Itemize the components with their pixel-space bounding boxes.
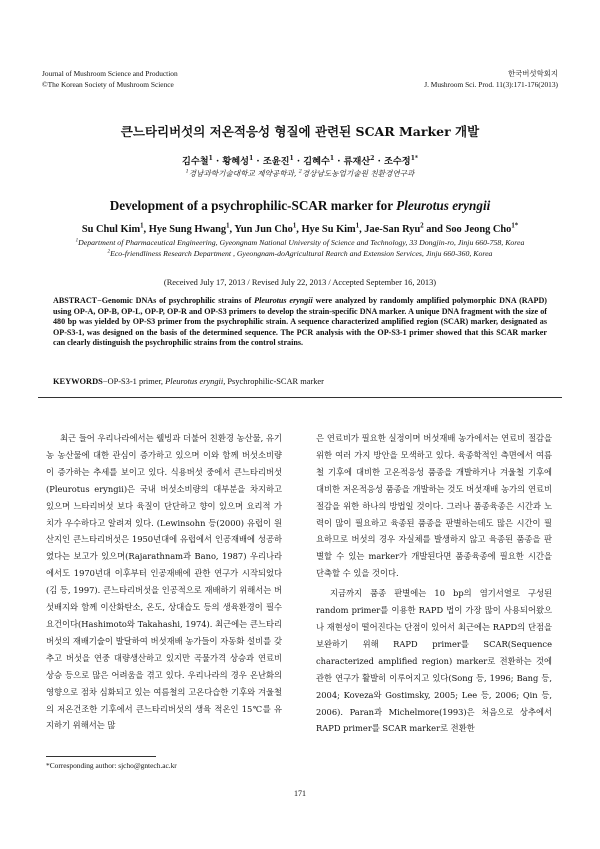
body-paragraph: 최근 들어 우리나라에서는 웰빙과 더불어 친환경 농산물, 유기농 농산물에 대한 관심이 증가하고 있으며 이와 함께 버섯소비량이 증가하는 추세를 보이고 있다. 식용버섯 중에서 큰느타리버섯(Pleurotus eryngii)은 국내 버섯소비량의 대부분을 차지하고 있으며 느타리버섯 보다 육질이 단단하고 향이 있으며 요리적 가치가 우수하다고 알려져 있다. (Lewinsohn 등(2000) 유럽이 원산지인 큰느타리버섯은 1950년대에 유럽에서 인공재배에 성공하였다는 보고가 있으며(Rajarathnam과 Bano, 1987) 우리나라에서도 1970년대 이후부터 인공재배에 관한 연구가 시작되었다(김 등, 1997). 큰느타리버섯을 인공적으로 재배하기 위해서는 버섯배지와 함께 이산화탄소, 온도, 상대습도 등의 생육환경이 필수요건이다(Hashimoto와 Takahashi, 1974). 최근에는 큰느타리버섯의 재배기술이 발달하여 버섯재배 농가들이 자동화 설비를 갖추고 버섯을 연중 대량생산하고 있지만 곡물가격 상승과 연료비 상승 등으로 많은 어려움을 겪고 있다. 우리나라의 경우 온난화의 영향으로 점차 심화되고 있는 여름철의 고온다습한 기후와 겨울철의 저온건조한 기후에서 큰느타리버섯의 생육 적온인 15℃를 유지하기 위해서는 많 (46, 433, 282, 731)
author-en: Su Chul Kim (81, 224, 141, 235)
body-column-left (46, 430, 282, 734)
author-en: Hye Su Kim (301, 224, 356, 235)
page-number: 171 (294, 789, 306, 798)
author-ko: 김수철 (182, 156, 209, 167)
corresponding-author-footnote: *Corresponding author: sjcho@gntech.ac.kr (46, 761, 177, 770)
author-en: Jae-San Ryu (364, 224, 421, 235)
title-english (0, 198, 600, 214)
affiliation-korean (0, 168, 600, 179)
society-name-en: ©The Korean Society of Mushroom Science (42, 80, 174, 89)
footnote-divider (46, 756, 156, 757)
author-en: Yun Jun Cho (234, 224, 293, 235)
author-sup: 1 (289, 154, 294, 162)
keyword-species: Pleurotus eryngii, (165, 377, 226, 386)
author-sup: 1 (355, 222, 360, 230)
author-sep: , (359, 224, 365, 235)
body-paragraph: 지금까지 품종 판별에는 10 bp의 염기서열로 구성된 random primer를 이용한 RAPD 법이 가장 많이 사용되어왔으나 재현성이 떨어진다는 단점이 있어서 최근에는 RAPD의 단점을 보완하기 위해 RAPD primer를 SCAR(Sequence characterized amplified region) marker로 전환하는 것에 관한 연구가 활발히 이루어지고 있다(Song 등, 1996; Bang 등, 2004; Koveza와 Gostimsky, 2005; Lee 등, 2006; Qin 등, 2006). Paran과 Michelmore(1993)은 처음으로 상추에서 RAPD primer를 SCAR marker로 전환한 (316, 588, 552, 734)
journal-header-left (42, 68, 178, 90)
author-sup: 1 (208, 154, 213, 162)
abstract-label: ABSTRACT (53, 296, 98, 305)
author-en: Soo Jeong Cho (445, 224, 512, 235)
affil-sup: 2 (107, 248, 111, 254)
received-dates: (Received July 17, 2013 / Revised July 22, 2013 / Accepted September 16, 2013) (163, 278, 437, 287)
author-sup: 2 (370, 154, 375, 162)
journal-header-right (424, 68, 558, 90)
title-en-main: Development of a psychrophilic-SCAR marker for (109, 198, 397, 213)
keyword-text: Psychrophilic-SCAR marker (225, 377, 324, 386)
author-sep: , (143, 224, 149, 235)
author-ko: 조윤진 (262, 156, 290, 167)
abstract-text: Genomic DNAs of psychrophilic strains of (101, 296, 255, 305)
author-ko: 류재산 (343, 156, 371, 167)
title-korean: 큰느타리버섯의 저온적응성 형질에 관련된 SCAR Marker 개발 (120, 124, 480, 139)
keywords-dash: − (102, 377, 108, 386)
affil-en-line: Eco-friendliness Research Department , Gyeongnam-doAgricultural Rearch and Extension Services, Jinju 660-360, Korea (110, 248, 493, 258)
keywords (53, 377, 547, 386)
journal-citation: J. Mushroom Sci. Prod. 11(3):171-176(2013) (424, 80, 558, 89)
author-ko: 김혜수 (303, 156, 330, 167)
author-ko: 조수정 (384, 156, 411, 167)
abstract-text: were analyzed by randomly amplified polymorphic DNA (RAPD) using OP-A, OP-B, OP-L, OP-P, OP-R and OP-S3 primers to develop the strain-specific DNA marker. A unique DNA fragment with the size of 480 bp was yielded by OP-S3 primer from the psychrophilic strain. A sequence characterized amplified region (SCAR) marker, designated as OP-S3-1, was designed on the basis of the determined sequence. The PCR analysis with the OP-S3-1 primer showed that this SCAR marker can clearly distinguish the psychrophilic strains from the control strains. (53, 296, 547, 348)
affiliation-english (40, 238, 560, 259)
authors-english (0, 224, 600, 235)
title-en-species: Pleurotus eryngii (396, 198, 491, 213)
affil-text: 경남과학기술대학교 제약공학과, (188, 169, 297, 178)
author-ko: 황혜성 (222, 156, 250, 167)
body-paragraph: 은 연료비가 필요한 실정이며 버섯재배 농가에서는 연료비 절감을 위한 여러 가지 방안을 모색하고 있다. 육종학적인 측면에서 여름철 기후에 대비한 고온적응성 품종을 개발하거나 겨울철 기후에 대비한 저온적응성 품종을 개발하는 것도 버섯재배 농가의 연료비 절감을 위한 하나의 방법일 것이다. 그러나 품종육종은 시간과 노력이 많이 필요하고 육종된 품종을 판별하는데도 많은 시간이 필요하므로 버섯의 경우 자실체를 발생하지 않고 육종된 품종을 판별할 수 있는 marker가 개발된다면 품종육종에 필요한 시간을 단축할 수 있을 것이다. (316, 433, 552, 579)
abstract-species: Pleurotus eryngii (254, 296, 313, 305)
author-sep: , (229, 224, 235, 235)
author-sup: 1 (226, 222, 230, 230)
author-sup: 1 (292, 222, 297, 230)
affil-sup: 2 (298, 168, 302, 175)
author-sup: 1* (511, 222, 519, 230)
affil-sup: 1 (75, 237, 79, 244)
author-sup: 1* (410, 154, 418, 162)
author-sep: , (296, 224, 302, 235)
author-and: and (423, 224, 446, 235)
journal-name-ko: 한국버섯학회지 (508, 69, 558, 78)
authors-korean: 김수철$^1$ · 황혜성$^1$ · 조윤진$^1$ · 김혜수$^1$ · 류재산$^2$ · 조수정$^{1*}$ (182, 154, 418, 167)
journal-name-en: Journal of Mushroom Science and Production (42, 69, 178, 78)
keyword-text: OP-S3-1 primer, (107, 377, 166, 386)
author-sup: 1 (140, 222, 144, 230)
author-en: Hye Sung Hwang (148, 224, 227, 235)
abstract-dash: − (97, 296, 102, 305)
author-sup: 1 (329, 154, 335, 162)
keywords-label: KEYWORDS (53, 377, 103, 386)
affil-text: 경상남도농업기술원 친환경연구과 (301, 169, 415, 178)
affil-sup: 1 (185, 168, 189, 175)
affil-en-line: Department of Pharmaceutical Engineering, Gyeongnam National University of Science and Technology, 33 Dongjin-ro, Jinju 660-758, Korea (78, 238, 525, 247)
section-divider (38, 397, 562, 398)
author-sup: 2 (420, 222, 424, 230)
author-sup: 1 (249, 154, 254, 162)
abstract (53, 296, 547, 349)
body-column-right (316, 430, 552, 737)
